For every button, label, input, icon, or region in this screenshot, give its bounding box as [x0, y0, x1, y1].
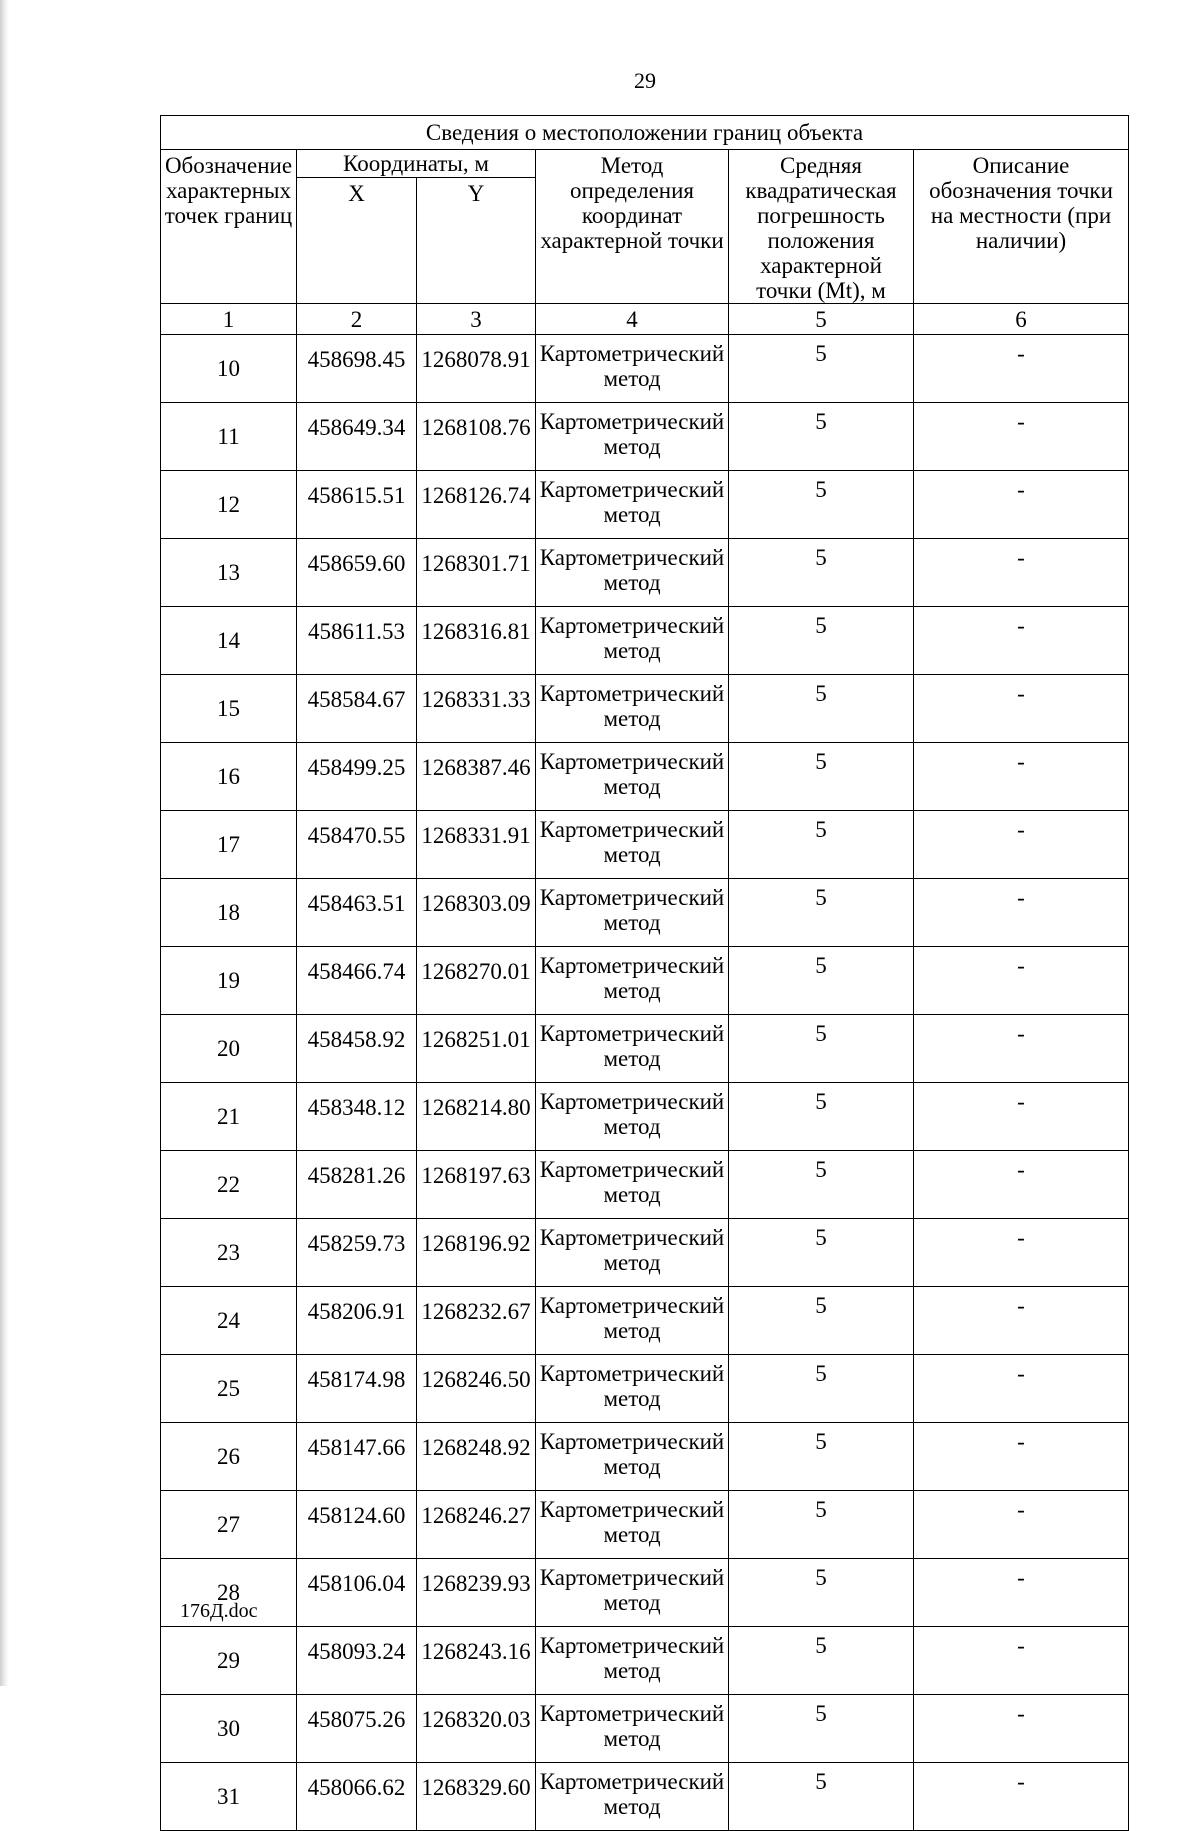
cell-y: 1268270.01	[417, 947, 536, 1015]
cell-description: -	[914, 471, 1129, 539]
cell-point-number: 19	[161, 947, 297, 1015]
cell-y: 1268329.60	[417, 1763, 536, 1831]
cell-method: Картометрический метод	[536, 1423, 729, 1491]
cell-method: Картометрический метод	[536, 1219, 729, 1287]
cell-mt: 5	[729, 1695, 914, 1763]
cell-y: 1268331.91	[417, 811, 536, 879]
footer-filename: 176Д.doc	[180, 1600, 258, 1622]
cell-y: 1268243.16	[417, 1627, 536, 1695]
cell-x: 458124.60	[297, 1491, 417, 1559]
cell-x: 458698.45	[297, 335, 417, 403]
table-row	[161, 1355, 1129, 1423]
cell-mt: 5	[729, 1219, 914, 1287]
boundary-coordinates-table	[160, 115, 1129, 1831]
cell-description: -	[914, 1763, 1129, 1831]
cell-mt: 5	[729, 1151, 914, 1219]
cell-description: -	[914, 947, 1129, 1015]
table-row	[161, 1015, 1129, 1083]
table-row	[161, 1695, 1129, 1763]
cell-mt: 5	[729, 1287, 914, 1355]
cell-point-number: 27	[161, 1491, 297, 1559]
column-number: 6	[914, 304, 1129, 335]
column-number: 1	[161, 304, 297, 335]
cell-y: 1268303.09	[417, 879, 536, 947]
cell-mt: 5	[729, 471, 914, 539]
cell-point-number: 18	[161, 879, 297, 947]
header-error: Средняя квадратическая погрешность положения характерной точки (Mt), м	[729, 150, 914, 304]
cell-description: -	[914, 1559, 1129, 1627]
cell-x: 458458.92	[297, 1015, 417, 1083]
table-row	[161, 335, 1129, 403]
cell-x: 458615.51	[297, 471, 417, 539]
cell-y: 1268239.93	[417, 1559, 536, 1627]
cell-point-number: 31	[161, 1763, 297, 1831]
cell-description: -	[914, 743, 1129, 811]
cell-point-number: 24	[161, 1287, 297, 1355]
cell-method: Картометрический метод	[536, 1559, 729, 1627]
page-number: 29	[634, 68, 656, 93]
cell-method: Картометрический метод	[536, 1695, 729, 1763]
cell-x: 458206.91	[297, 1287, 417, 1355]
cell-y: 1268196.92	[417, 1219, 536, 1287]
table-row	[161, 607, 1129, 675]
table-row	[161, 879, 1129, 947]
cell-mt: 5	[729, 1083, 914, 1151]
cell-method: Картометрический метод	[536, 1015, 729, 1083]
table-row	[161, 1287, 1129, 1355]
column-number: 2	[297, 304, 417, 335]
cell-point-number: 13	[161, 539, 297, 607]
scan-edge	[0, 0, 9, 1686]
column-number: 3	[417, 304, 536, 335]
cell-description: -	[914, 539, 1129, 607]
cell-mt: 5	[729, 335, 914, 403]
cell-x: 458499.25	[297, 743, 417, 811]
cell-method: Картометрический метод	[536, 811, 729, 879]
cell-method: Картометрический метод	[536, 1151, 729, 1219]
cell-point-number: 15	[161, 675, 297, 743]
cell-method: Картометрический метод	[536, 743, 729, 811]
cell-point-number: 25	[161, 1355, 297, 1423]
cell-method: Картометрический метод	[536, 1627, 729, 1695]
table-row	[161, 403, 1129, 471]
cell-mt: 5	[729, 743, 914, 811]
cell-description: -	[914, 1015, 1129, 1083]
header-designation: Обозначение характерных точек границ	[161, 150, 297, 304]
cell-description: -	[914, 1491, 1129, 1559]
cell-y: 1268078.91	[417, 335, 536, 403]
cell-description: -	[914, 675, 1129, 743]
table-title: Сведения о местоположении границ объекта	[161, 116, 1129, 150]
cell-point-number: 10	[161, 335, 297, 403]
table-row	[161, 1627, 1129, 1695]
cell-description: -	[914, 811, 1129, 879]
cell-point-number: 17	[161, 811, 297, 879]
cell-method: Картометрический метод	[536, 1287, 729, 1355]
cell-method: Картометрический метод	[536, 1355, 729, 1423]
cell-description: -	[914, 1695, 1129, 1763]
cell-y: 1268320.03	[417, 1695, 536, 1763]
table-row	[161, 947, 1129, 1015]
cell-description: -	[914, 335, 1129, 403]
cell-x: 458066.62	[297, 1763, 417, 1831]
cell-method: Картометрический метод	[536, 335, 729, 403]
cell-method: Картометрический метод	[536, 539, 729, 607]
cell-y: 1268214.80	[417, 1083, 536, 1151]
cell-mt: 5	[729, 675, 914, 743]
cell-y: 1268126.74	[417, 471, 536, 539]
cell-method: Картометрический метод	[536, 471, 729, 539]
cell-method: Картометрический метод	[536, 1083, 729, 1151]
header-y: Y	[417, 178, 536, 304]
cell-description: -	[914, 879, 1129, 947]
cell-x: 458584.67	[297, 675, 417, 743]
cell-x: 458611.53	[297, 607, 417, 675]
cell-mt: 5	[729, 811, 914, 879]
cell-y: 1268301.71	[417, 539, 536, 607]
cell-point-number: 12	[161, 471, 297, 539]
cell-y: 1268246.27	[417, 1491, 536, 1559]
cell-description: -	[914, 607, 1129, 675]
cell-method: Картометрический метод	[536, 879, 729, 947]
cell-method: Картометрический метод	[536, 1763, 729, 1831]
cell-point-number: 22	[161, 1151, 297, 1219]
cell-x: 458259.73	[297, 1219, 417, 1287]
cell-method: Картометрический метод	[536, 607, 729, 675]
header-coordinates: Координаты, м	[297, 150, 536, 178]
cell-mt: 5	[729, 1559, 914, 1627]
cell-x: 458463.51	[297, 879, 417, 947]
table-row	[161, 811, 1129, 879]
table-row	[161, 1083, 1129, 1151]
cell-y: 1268246.50	[417, 1355, 536, 1423]
cell-method: Картометрический метод	[536, 403, 729, 471]
cell-method: Картометрический метод	[536, 675, 729, 743]
table-row	[161, 1151, 1129, 1219]
header-x: X	[297, 178, 417, 304]
cell-x: 458659.60	[297, 539, 417, 607]
table-row	[161, 1219, 1129, 1287]
cell-mt: 5	[729, 1763, 914, 1831]
cell-x: 458174.98	[297, 1355, 417, 1423]
cell-description: -	[914, 403, 1129, 471]
cell-point-number: 23	[161, 1219, 297, 1287]
cell-description: -	[914, 1627, 1129, 1695]
cell-x: 458147.66	[297, 1423, 417, 1491]
cell-y: 1268331.33	[417, 675, 536, 743]
cell-description: -	[914, 1423, 1129, 1491]
cell-mt: 5	[729, 607, 914, 675]
cell-mt: 5	[729, 1491, 914, 1559]
table-row	[161, 675, 1129, 743]
cell-description: -	[914, 1355, 1129, 1423]
cell-y: 1268387.46	[417, 743, 536, 811]
cell-mt: 5	[729, 879, 914, 947]
table-row	[161, 1423, 1129, 1491]
cell-description: -	[914, 1219, 1129, 1287]
cell-y: 1268316.81	[417, 607, 536, 675]
cell-x: 458075.26	[297, 1695, 417, 1763]
cell-description: -	[914, 1287, 1129, 1355]
cell-y: 1268197.63	[417, 1151, 536, 1219]
cell-method: Картометрический метод	[536, 947, 729, 1015]
cell-x: 458470.55	[297, 811, 417, 879]
cell-point-number: 11	[161, 403, 297, 471]
cell-mt: 5	[729, 1627, 914, 1695]
cell-x: 458106.04	[297, 1559, 417, 1627]
cell-point-number: 26	[161, 1423, 297, 1491]
cell-point-number: 16	[161, 743, 297, 811]
cell-point-number: 28	[161, 1559, 297, 1627]
table-row	[161, 1491, 1129, 1559]
cell-x: 458093.24	[297, 1627, 417, 1695]
cell-x: 458348.12	[297, 1083, 417, 1151]
table-row	[161, 1763, 1129, 1831]
cell-mt: 5	[729, 539, 914, 607]
cell-y: 1268248.92	[417, 1423, 536, 1491]
cell-y: 1268232.67	[417, 1287, 536, 1355]
cell-y: 1268251.01	[417, 1015, 536, 1083]
cell-mt: 5	[729, 1423, 914, 1491]
table-row	[161, 471, 1129, 539]
cell-point-number: 30	[161, 1695, 297, 1763]
cell-mt: 5	[729, 403, 914, 471]
column-number: 4	[536, 304, 729, 335]
cell-point-number: 14	[161, 607, 297, 675]
table-row	[161, 743, 1129, 811]
cell-x: 458281.26	[297, 1151, 417, 1219]
cell-y: 1268108.76	[417, 403, 536, 471]
table-row	[161, 539, 1129, 607]
header-description: Описание обозначения точки на местности (при наличии)	[914, 150, 1129, 304]
cell-method: Картометрический метод	[536, 1491, 729, 1559]
column-number: 5	[729, 304, 914, 335]
header-method: Метод определения координат характерной точки	[536, 150, 729, 304]
cell-point-number: 20	[161, 1015, 297, 1083]
cell-mt: 5	[729, 1355, 914, 1423]
cell-mt: 5	[729, 947, 914, 1015]
table-row	[161, 1559, 1129, 1627]
cell-description: -	[914, 1083, 1129, 1151]
cell-mt: 5	[729, 1015, 914, 1083]
column-numbers-row	[161, 304, 1129, 335]
cell-point-number: 21	[161, 1083, 297, 1151]
cell-x: 458649.34	[297, 403, 417, 471]
cell-x: 458466.74	[297, 947, 417, 1015]
cell-description: -	[914, 1151, 1129, 1219]
cell-point-number: 29	[161, 1627, 297, 1695]
